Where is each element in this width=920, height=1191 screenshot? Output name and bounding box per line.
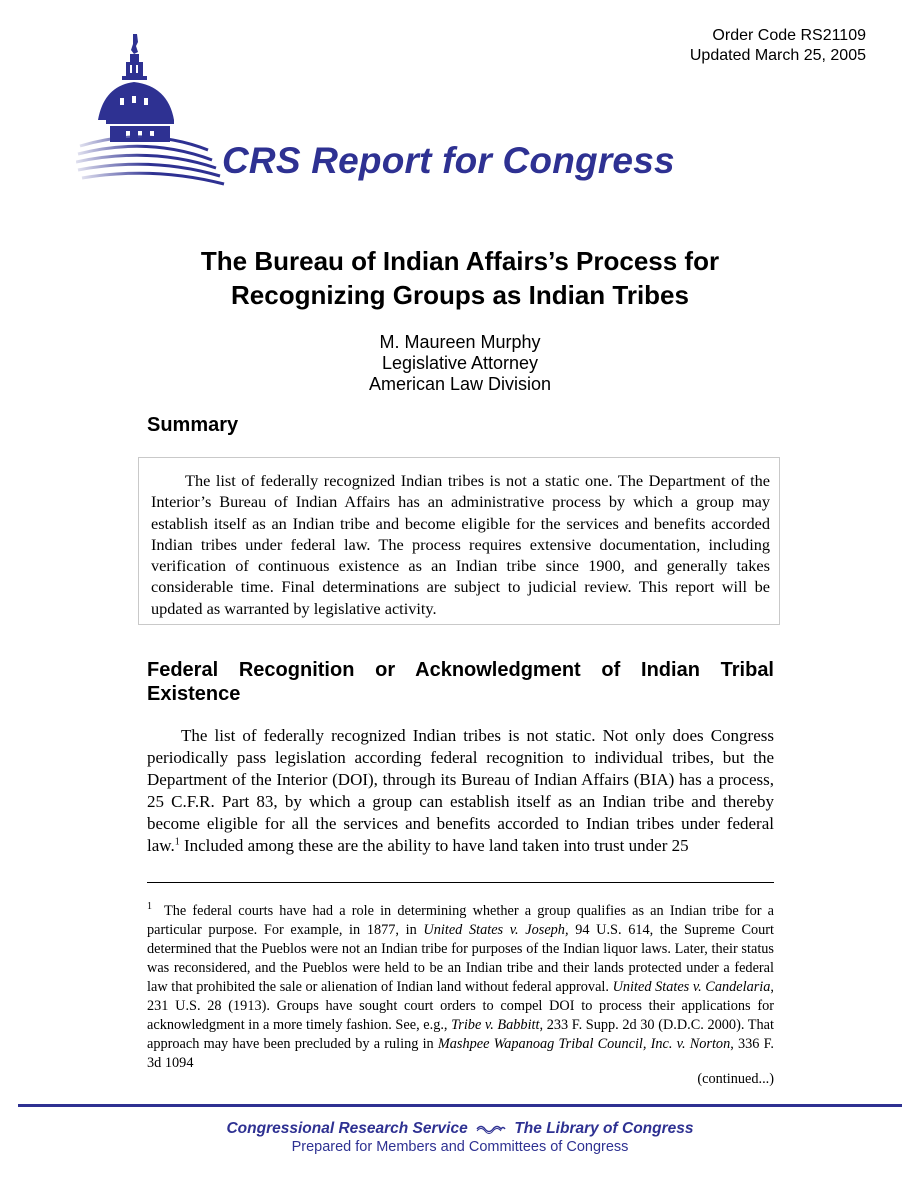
- footnote-text-1: The federal courts have had a role in determining whether a group qualifies as an Indian tribe for a particular purpose. For example, in 1877, in: [147, 903, 774, 938]
- case-name-4: Mashpee Wapanoag Tribal Council, Inc. v. Norton: [437, 1036, 731, 1052]
- section-heading: Federal Recognition or Acknowledgment of Indian Tribal Existence: [147, 659, 774, 705]
- summary-text: The list of federally recognized Indian tribes is not a static one. The Department of the Interior’s Bureau of Indian Affairs has an administrative process by which a group may establish itself as an Indian tribe and become eligible for the services and benefits accorded Indian tribes under federal law. The process requires extensive documentation, including verification of continuous existence as an Indian tribe since 1900, and generally takes considerable time. Final determinations are subject to judicial review. This report will be updated as warranted by legislative activity.: [151, 471, 770, 618]
- case-name-1: United States v. Joseph,: [423, 922, 569, 938]
- footer-credit: [0, 1120, 920, 1138]
- capitol-dome-icon: [76, 28, 226, 188]
- footnote-text-5: , 336 F. 3d 1094: [147, 1036, 774, 1071]
- title-line-1: The Bureau of Indian Affairs’s Process for: [200, 246, 720, 276]
- summary-heading: Summary: [147, 414, 239, 436]
- author-name: M. Maureen Murphy: [379, 332, 541, 352]
- footnote-text-4: , 233 F. Supp. 2d 30 (D.D.C. 2000). That approach may have been precluded by a ruling in: [147, 1017, 774, 1052]
- crs-report-brand: CRS Report for Congress: [222, 140, 675, 181]
- footnote-text-2: 94 U.S. 614, the Supreme Court determined that the Pueblos were not an Indian tribe for purposes of the Indian liquor laws. Later, their status was reconsidered, and the Pueblos were held to be an Indian tribe and their lands protected under a federal law that prohibited the sale or alienation of Indian land without federal approval.: [147, 922, 775, 995]
- case-name-2: United States v. Candelaria: [612, 979, 771, 995]
- author-block: [260, 332, 660, 395]
- footer-prepared: Prepared for Members and Committees of Congress: [291, 1139, 629, 1155]
- case-name-3: Tribe v. Babbitt: [451, 1017, 540, 1033]
- order-code-block: [690, 26, 866, 66]
- footnote: [147, 902, 774, 1073]
- footer-rule: [18, 1104, 902, 1107]
- footnote-text-3: , 231 U.S. 28 (1913). Groups have sought court orders to compel DOI to process their applications for acknowledgment in a more timely fashion. See, e.g.,: [147, 979, 774, 1033]
- footnote-reference[interactable]: 1: [174, 836, 180, 848]
- section-body: [147, 725, 774, 857]
- footer-library: The Library of Congress: [514, 1120, 694, 1137]
- order-code: Order Code RS21109: [712, 27, 866, 44]
- title-line-2: Recognizing Groups as Indian Tribes: [231, 280, 689, 310]
- updated-date: Updated March 25, 2005: [689, 47, 866, 64]
- footnote-number: 1: [147, 901, 152, 913]
- body-text-part-1: The list of federally recognized Indian tribes is not static. Not only does Congress periodically pass legislation according federal recognition to individual tribes, but the Department of the Interior (DOI), through its Bureau of Indian Affairs (BIA) has a process, 25 C.F.R. Part 83, by which a group can establish itself as an Indian tribe and thereby become eligible for all the services and benefits accorded to Indian tribes under federal law.: [147, 726, 774, 855]
- report-title: [100, 244, 820, 312]
- author-division: American Law Division: [368, 374, 552, 394]
- footnote-rule: [147, 882, 774, 883]
- footer-ornament-icon: [468, 1120, 515, 1137]
- footnote-continued: (continued...): [697, 1071, 774, 1087]
- author-role: Legislative Attorney: [381, 353, 539, 373]
- body-text-part-2: Included among these are the ability to have land taken into trust under 25: [179, 836, 689, 855]
- footer-crs: Congressional Research Service: [226, 1120, 468, 1137]
